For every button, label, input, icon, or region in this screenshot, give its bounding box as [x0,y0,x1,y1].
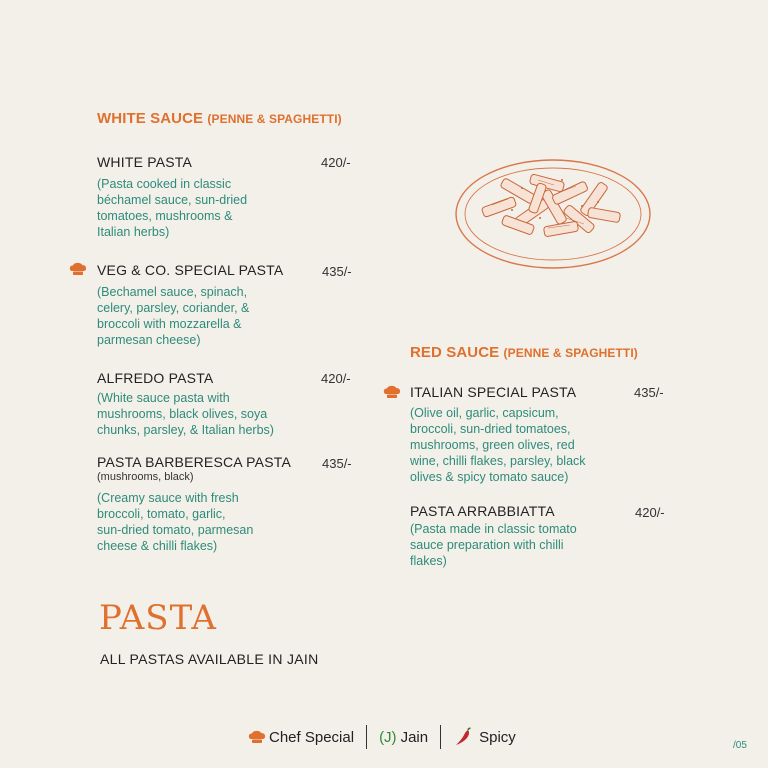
menu-item-name: WHITE PASTA [97,154,193,170]
menu-item-description [410,405,586,485]
red-sauce-title [410,344,638,361]
jain-availability-note: ALL PASTAS AVAILABLE IN JAIN [100,651,319,667]
menu-item-description [97,390,274,438]
menu-item-description [97,176,247,240]
chef-hat-icon [248,730,266,744]
description-line: wine, chilli flakes, parsley, black [410,454,586,468]
description-line: (Pasta cooked in classic [97,177,232,191]
description-line: tomatoes, mushrooms & [97,209,233,223]
menu-item-price: 435/- [634,385,664,400]
menu-item-name: ALFREDO PASTA [97,370,214,386]
menu-item-price: 420/- [635,505,665,520]
description-line: parmesan cheese) [97,333,201,347]
red-sauce-title-text: RED SAUCE [410,344,500,361]
description-line: sun-dried tomato, parmesan [97,523,254,537]
menu-item-price: 420/- [321,371,351,386]
legend-divider [440,725,441,749]
description-line: (Creamy sauce with fresh [97,491,239,505]
pasta-plate-illustration [452,158,654,272]
chef-hat-icon [69,262,87,276]
description-line: olives & spicy tomato sauce) [410,470,569,484]
legend-divider [366,725,367,749]
white-sauce-title [97,110,342,127]
description-line: mushrooms, green olives, red [410,438,575,452]
description-line: chunks, parsley, & Italian herbs) [97,423,274,437]
description-line: béchamel sauce, sun-dried [97,193,248,207]
page-number: /05 [733,740,747,751]
description-line: (Bechamel sauce, spinach, [97,285,248,299]
white-sauce-subtitle: (PENNE & SPAGHETTI) [207,112,342,126]
legend-jain: Jain [400,728,429,746]
menu-item-name: PASTA BARBERESCA PASTA [97,454,291,470]
description-line: Italian herbs) [97,225,170,239]
menu-item-name: VEG & CO. SPECIAL PASTA [97,262,284,278]
description-line: sauce preparation with chilli [410,538,564,552]
menu-item-price: 420/- [321,155,351,170]
menu-item-name: PASTA ARRABBIATTA [410,503,555,519]
menu-item-description [410,521,577,569]
legend-chef-special: Chef Special [269,728,355,746]
legend-jain-tag: (J) [379,728,397,746]
menu-item-note: (mushrooms, black) [97,471,194,483]
menu-item-name: ITALIAN SPECIAL PASTA [410,384,577,400]
description-line: broccoli, sun-dried tomatoes, [410,422,571,436]
description-line: broccoli, tomato, garlic, [97,507,226,521]
menu-item-price: 435/- [322,264,352,279]
description-line: cheese & chilli flakes) [97,539,218,553]
description-line: (Pasta made in classic tomato [410,522,577,536]
description-line: celery, parsley, coriander, & [97,301,250,315]
description-line: mushrooms, black olives, soya [97,407,268,421]
menu-item-description [97,490,253,554]
legend-spicy: Spicy [479,728,516,746]
description-line: flakes) [410,554,447,568]
menu-item-description [97,284,249,348]
menu-item-price: 435/- [322,456,352,471]
page-title: PASTA [99,598,217,638]
chili-pepper-icon [453,727,473,747]
description-line: (Olive oil, garlic, capsicum, [410,406,559,420]
legend [248,725,516,749]
white-sauce-title-text: WHITE SAUCE [97,110,204,127]
red-sauce-subtitle: (PENNE & SPAGHETTI) [503,346,638,360]
description-line: (White sauce pasta with [97,391,230,405]
description-line: broccoli with mozzarella & [97,317,242,331]
chef-hat-icon [383,385,401,399]
